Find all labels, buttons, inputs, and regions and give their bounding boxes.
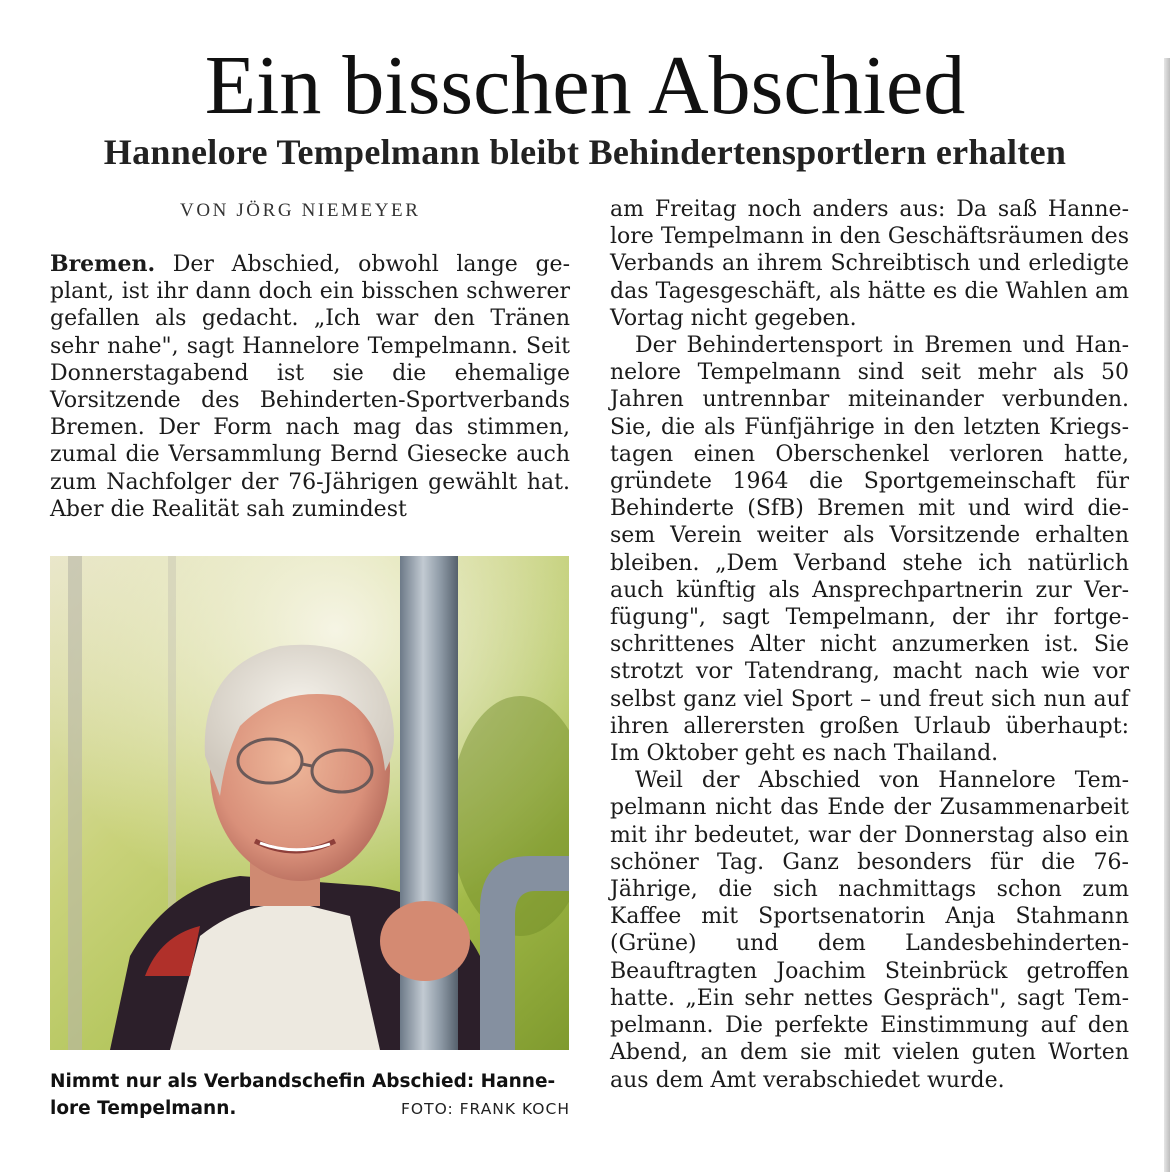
paragraph-1 [50,251,570,523]
caption-text: Nimmt nur als Verbandschefin Abschied: Hannelore Tempelmann. [50,1071,556,1119]
paragraph-2: Der Behindertensport in Bremen und Hannelore Tempelmann sind seit mehr als 50 Jahren untrennbar miteinander verbunden. Sie, die als Fünfjährige in den letzten Kriegstagen einen Oberschenkel verloren hatte, gründete 1964 die Sportgemeinschaft für Behinderte (SfB) Bremen mit und wird diesem Verein weiter als Vorsitzende erhalten bleiben. „Dem Verband stehe ich natürlich auch künftig als Ansprechpartnerin zur Verfügung", sagt Tempelmann, der ihr fortgeschrittenes Alter nicht anzumerken ist. Sie strotzt vor Tatendrang, macht nach wie vor selbst ganz viel Sport – und freut sich nun auf ihren allerersten großen Urlaub überhaupt: Im Oktober geht es nach Thailand. [610,333,1129,767]
article-column-right [610,196,1129,1094]
paragraph-1-continued: am Freitag noch anders aus: Da saß Hannelore Tempelmann in den Geschäftsräumen des Verbands an ihrem Schreibtisch und erledigte das Tagesgeschäft, als hätte es die Wahlen am Vortag nicht gegeben. [610,197,1129,331]
subheadline: Hannelore Tempelmann bleibt Behindertensportlern erhalten [103,132,1067,172]
photo-credit: FOTO: FRANK KOCH [400,1100,570,1118]
article-column-left [50,251,570,523]
portrait-photo [50,556,569,1050]
dateline: Bremen. [50,251,156,277]
headline: Ein bisschen Abschied [204,39,966,132]
page-edge-shadow [1164,58,1170,1172]
paragraph-3: Weil der Abschied von Hannelore Tempelmann nicht das Ende der Zusammenarbeit mit ihr bedeutet, war der Donnerstag also ein schöner Tag. Ganz besonders für die 76-Jährige, die sich nachmittags schon zum Kaffee mit Sportsenatorin Anja Stahmann (Grüne) und dem Landesbehinderten-Beauftragten Joachim Steinbrück getroffen hatte. „Ein sehr nettes Gespräch", sagt Tempelmann. Die perfekte Einstimmung auf den Abend, an dem sie mit vielen guten Worten aus dem Amt verabschiedet wurde. [610,768,1129,1093]
paragraph-1-text: Der Abschied, obwohl lange geplant, ist ihr dann doch ein bisschen schwerer gefallen als gedacht. „Ich war den Tränen sehr nahe", sagt Hannelore Tempelmann. Seit Donnerstagabend ist sie die ehemalige Vorsitzende des Behinderten-Sportverbands Bremen. Der Form nach mag das stimmen, zumal die Versammlung Bernd Giesecke auch zum Nachfolger der 76-Jährigen gewählt hat. Aber die Realität sah zumindest [50,252,570,522]
byline: VON JÖRG NIEMEYER [180,200,421,221]
article-photo [50,556,569,1050]
